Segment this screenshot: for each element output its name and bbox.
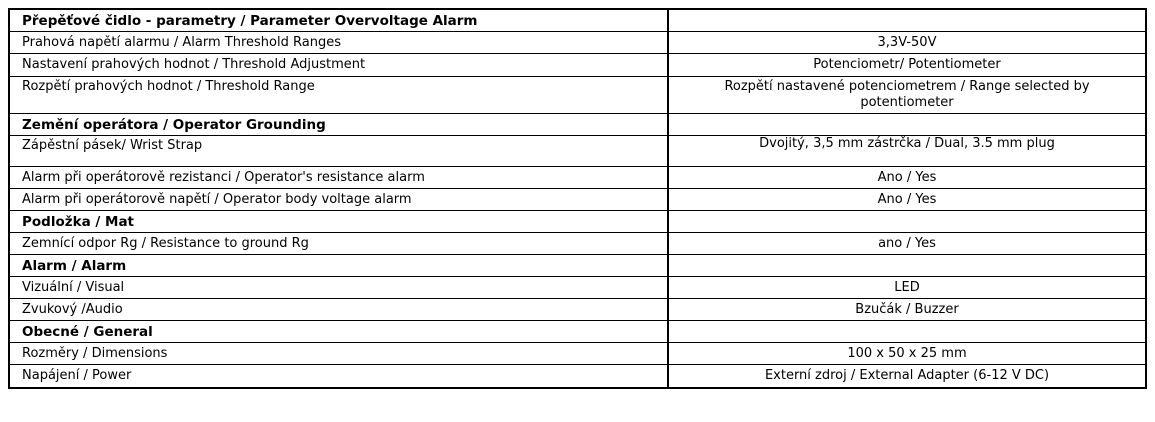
parameter-label: Rozpětí prahových hodnot / Threshold Range bbox=[9, 77, 668, 114]
section-value bbox=[668, 255, 1146, 277]
section-header-row bbox=[9, 255, 1146, 277]
table-row bbox=[9, 299, 1146, 321]
section-header-row bbox=[9, 321, 1146, 343]
parameter-value: LED bbox=[668, 277, 1146, 299]
section-title: Podložka / Mat bbox=[9, 211, 668, 233]
parameter-value: Ano / Yes bbox=[668, 167, 1146, 189]
parameter-value: ano / Yes bbox=[668, 233, 1146, 255]
parameter-value: 100 x 50 x 25 mm bbox=[668, 343, 1146, 365]
parameter-label: Alarm při operátorově rezistanci / Operator's resistance alarm bbox=[9, 167, 668, 189]
section-title: Přepěťové čidlo - parametry / Parameter Overvoltage Alarm bbox=[9, 9, 668, 32]
parameter-label: Alarm při operátorově napětí / Operator body voltage alarm bbox=[9, 189, 668, 211]
parameter-label: Rozměry / Dimensions bbox=[9, 343, 668, 365]
section-title: Obecné / General bbox=[9, 321, 668, 343]
table-row bbox=[9, 167, 1146, 189]
spec-table bbox=[8, 8, 1147, 389]
parameter-label: Zemnící odpor Rg / Resistance to ground Rg bbox=[9, 233, 668, 255]
section-value bbox=[668, 114, 1146, 136]
section-header-row bbox=[9, 114, 1146, 136]
section-title: Zemění operátora / Operator Grounding bbox=[9, 114, 668, 136]
section-header-row bbox=[9, 9, 1146, 32]
table-row bbox=[9, 233, 1146, 255]
section-value bbox=[668, 9, 1146, 32]
parameter-value: Rozpětí nastavené potenciometrem / Range selected by potentiometer bbox=[668, 77, 1146, 114]
table-row bbox=[9, 365, 1146, 389]
table-row bbox=[9, 77, 1146, 114]
section-title: Alarm / Alarm bbox=[9, 255, 668, 277]
parameter-value: Potenciometr/ Potentiometer bbox=[668, 54, 1146, 77]
parameter-label: Vizuální / Visual bbox=[9, 277, 668, 299]
parameter-value: Bzučák / Buzzer bbox=[668, 299, 1146, 321]
parameter-label: Zápěstní pásek/ Wrist Strap bbox=[9, 136, 668, 167]
table-row bbox=[9, 136, 1146, 167]
parameter-label: Nastavení prahových hodnot / Threshold Adjustment bbox=[9, 54, 668, 77]
parameter-label: Napájení / Power bbox=[9, 365, 668, 389]
section-value bbox=[668, 211, 1146, 233]
parameter-label: Prahová napětí alarmu / Alarm Threshold Ranges bbox=[9, 32, 668, 54]
parameter-value: Externí zdroj / External Adapter (6-12 V DC) bbox=[668, 365, 1146, 389]
parameter-value: Dvojitý, 3,5 mm zástrčka / Dual, 3.5 mm plug bbox=[668, 136, 1146, 167]
parameter-value: Ano / Yes bbox=[668, 189, 1146, 211]
table-row bbox=[9, 54, 1146, 77]
parameter-value: 3,3V-50V bbox=[668, 32, 1146, 54]
parameter-label: Zvukový /Audio bbox=[9, 299, 668, 321]
section-header-row bbox=[9, 211, 1146, 233]
table-row bbox=[9, 277, 1146, 299]
table-row bbox=[9, 343, 1146, 365]
table-row bbox=[9, 32, 1146, 54]
table-row bbox=[9, 189, 1146, 211]
section-value bbox=[668, 321, 1146, 343]
